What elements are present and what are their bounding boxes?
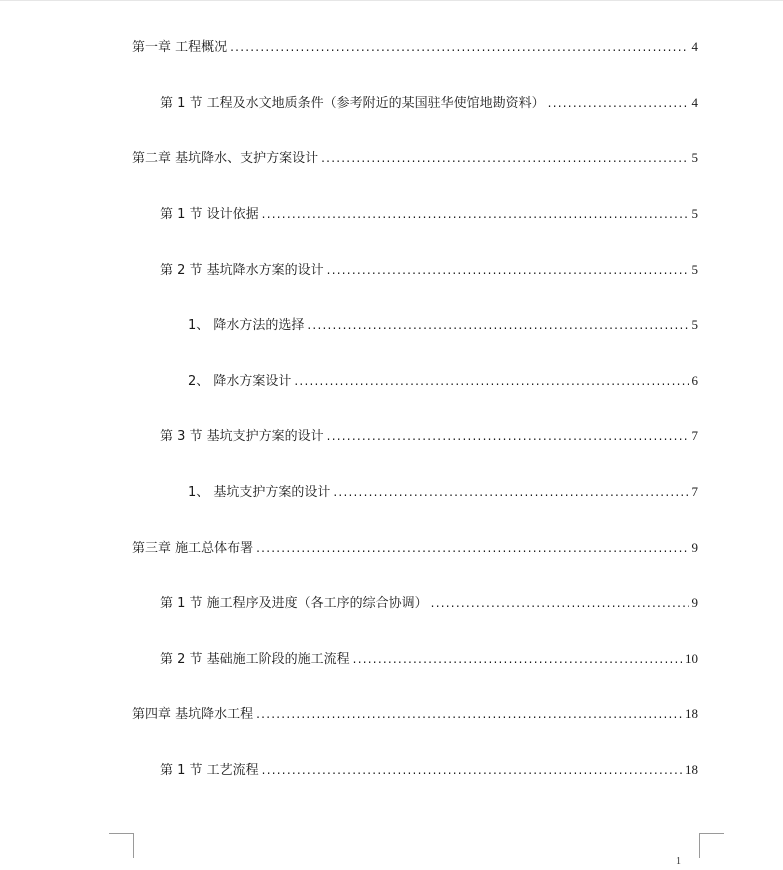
toc-entry-title: 第二章 基坑降水、支护方案设计 [132,151,319,166]
toc-dot-leader [230,37,688,57]
toc-entry-title: 第 1 节 设计依据 [160,207,259,222]
toc-dot-leader [327,426,689,446]
toc-entry[interactable] [160,260,698,280]
toc-entry-title: 第一章 工程概况 [132,40,228,55]
toc-entry-page: 5 [691,206,698,221]
toc-dot-leader [327,260,689,280]
toc-entry-page: 7 [691,484,698,499]
toc-entry-page: 9 [691,540,698,555]
toc-entry-title: 第三章 施工总体布署 [132,541,254,556]
toc-dot-leader [548,93,689,113]
toc-entry-page: 10 [685,651,698,666]
margin-corner-mark-right [699,833,724,858]
toc-entry[interactable] [160,649,698,669]
toc-entry[interactable] [132,704,698,724]
toc-entry[interactable] [188,315,698,335]
toc-entry-page: 6 [691,373,698,388]
toc-entry-title: 第 2 节 基础施工阶段的施工流程 [160,652,350,667]
toc-entry[interactable] [132,37,698,57]
page-number: 1 [676,856,681,867]
toc-entry-page: 5 [691,317,698,332]
toc-entry-page: 5 [691,150,698,165]
toc-dot-leader [262,760,682,780]
toc-entry-page: 18 [685,706,698,721]
toc-entry[interactable] [188,371,698,391]
toc-entry-page: 4 [691,39,698,54]
toc-dot-leader [321,148,688,168]
toc-dot-leader [333,482,688,502]
toc-entry-title: 第 3 节 基坑支护方案的设计 [160,429,324,444]
toc-dot-leader [262,204,689,224]
toc-dot-leader [307,315,688,335]
toc-entry-title: 第 1 节 工艺流程 [160,763,259,778]
toc-entry[interactable] [160,93,698,113]
toc-entry-title: 第 2 节 基坑降水方案的设计 [160,263,324,278]
toc-dot-leader [294,371,688,391]
toc-entry-title: 第 1 节 施工程序及进度（各工序的综合协调） [160,596,428,611]
toc-entry[interactable] [160,426,698,446]
toc-entry[interactable] [160,204,698,224]
toc-entry-title: 1、 基坑支护方案的设计 [188,485,331,500]
toc-entry[interactable] [160,760,698,780]
toc-entry[interactable] [188,482,698,502]
toc-entry-title: 第 1 节 工程及水文地质条件（参考附近的某国驻华使馆地勘资料） [160,96,545,111]
toc-dot-leader [353,649,682,669]
toc-entry-page: 5 [691,262,698,277]
toc-dot-leader [256,704,682,724]
toc-entry-page: 9 [691,595,698,610]
toc-entry[interactable] [132,538,698,558]
toc-entry-page: 7 [691,428,698,443]
toc-entry[interactable] [160,593,698,613]
toc-entry-title: 2、 降水方案设计 [188,374,292,389]
toc-dot-leader [256,538,688,558]
toc-dot-leader [431,593,689,613]
toc-entry[interactable] [132,148,698,168]
toc-entry-title: 1、 降水方法的选择 [188,318,305,333]
margin-corner-mark-left [109,833,134,858]
toc-entry-title: 第四章 基坑降水工程 [132,707,254,722]
toc-entry-page: 18 [685,762,698,777]
toc-entry-page: 4 [691,95,698,110]
